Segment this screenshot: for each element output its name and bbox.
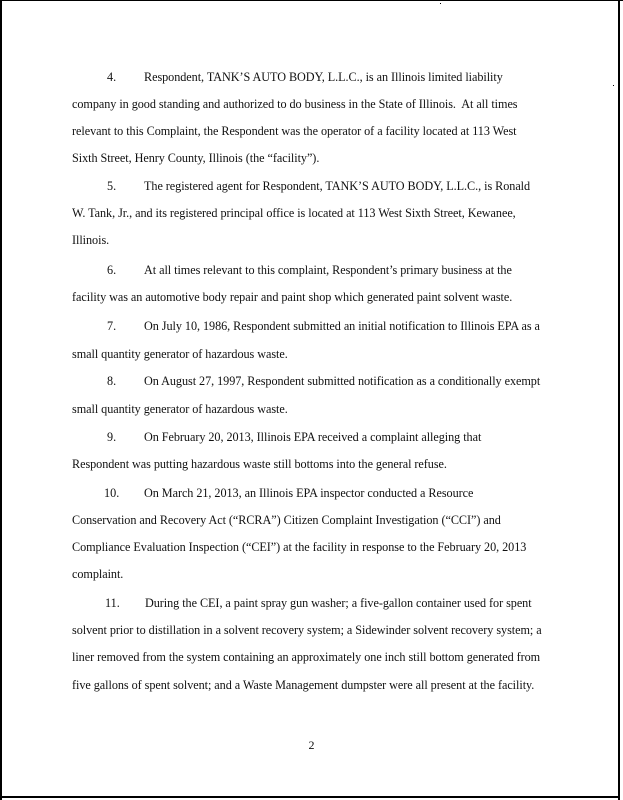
paragraph-line: Respondent, TANK’S AUTO BODY, L.L.C., is an Illinois limited liability — [144, 70, 503, 84]
paragraph-line: On February 20, 2013, Illinois EPA received a complaint alleging that — [144, 430, 482, 444]
paragraph-line: Compliance Evaluation Inspection (“CEI”) at the facility in response to the February 20, 2013 — [72, 540, 527, 554]
paragraph-line: During the CEI, a paint spray gun washer; a five-gallon container used for spent — [145, 596, 532, 610]
paragraph-number: 7. — [107, 319, 117, 333]
paragraph-line: On August 27, 1997, Respondent submitted notification as a conditionally exempt — [144, 374, 541, 388]
paragraph-line: Respondent was putting hazardous waste still bottoms into the general refuse. — [72, 457, 447, 471]
paragraph-line: small quantity generator of hazardous waste. — [72, 402, 288, 416]
paragraph-line: On March 21, 2013, an Illinois EPA inspector conducted a Resource — [144, 486, 474, 500]
page-border-bottom — [0, 796, 620, 798]
paragraph-line: W. Tank, Jr., and its registered principal office is located at 113 West Sixth Street, Kewanee, — [72, 206, 516, 220]
page-border-right — [618, 0, 620, 800]
paragraph-line: liner removed from the system containing an approximately one inch still bottom generated from — [72, 650, 541, 664]
paragraph-line: At all times relevant to this complaint, Respondent’s primary business at the — [144, 263, 512, 277]
paragraph-number: 5. — [107, 179, 117, 193]
scan-speck — [613, 85, 614, 86]
paragraph-number: 9. — [107, 430, 117, 444]
paragraph-line: The registered agent for Respondent, TANK’S AUTO BODY, L.L.C., is Ronald — [144, 179, 531, 193]
paragraph-line: small quantity generator of hazardous waste. — [72, 347, 288, 361]
paragraph-line: Illinois. — [72, 233, 110, 247]
paragraph-number: 4. — [107, 70, 117, 84]
paragraph-line: facility was an automotive body repair and paint shop which generated paint solvent waste. — [72, 290, 513, 304]
paragraph-line: On July 10, 1986, Respondent submitted an initial notification to Illinois EPA as a — [144, 319, 540, 333]
paragraph-line: Sixth Street, Henry County, Illinois (the “facility”). — [72, 151, 320, 165]
page-border-top — [0, 0, 623, 1]
paragraph-line: solvent prior to distillation in a solvent recovery system; a Sidewinder solvent recovery system; a — [72, 623, 542, 637]
page-border-left — [0, 0, 2, 800]
paragraph-number: 10. — [104, 486, 120, 500]
paragraph-number: 11. — [105, 596, 120, 610]
paragraph-line: complaint. — [72, 567, 124, 581]
paragraph-number: 6. — [107, 263, 117, 277]
page-number: 2 — [308, 738, 315, 752]
paragraph-number: 8. — [107, 374, 117, 388]
paragraph-line: Conservation and Recovery Act (“RCRA”) Citizen Complaint Investigation (“CCI”) and — [72, 513, 501, 527]
paragraph-line: relevant to this Complaint, the Respondent was the operator of a facility located at 113 West — [72, 124, 517, 138]
scan-speck — [440, 3, 441, 4]
paragraph-line: five gallons of spent solvent; and a Waste Management dumpster were all present at the facility. — [72, 678, 535, 692]
paragraph-line: company in good standing and authorized to do business in the State of Illinois. At all times — [72, 97, 518, 111]
